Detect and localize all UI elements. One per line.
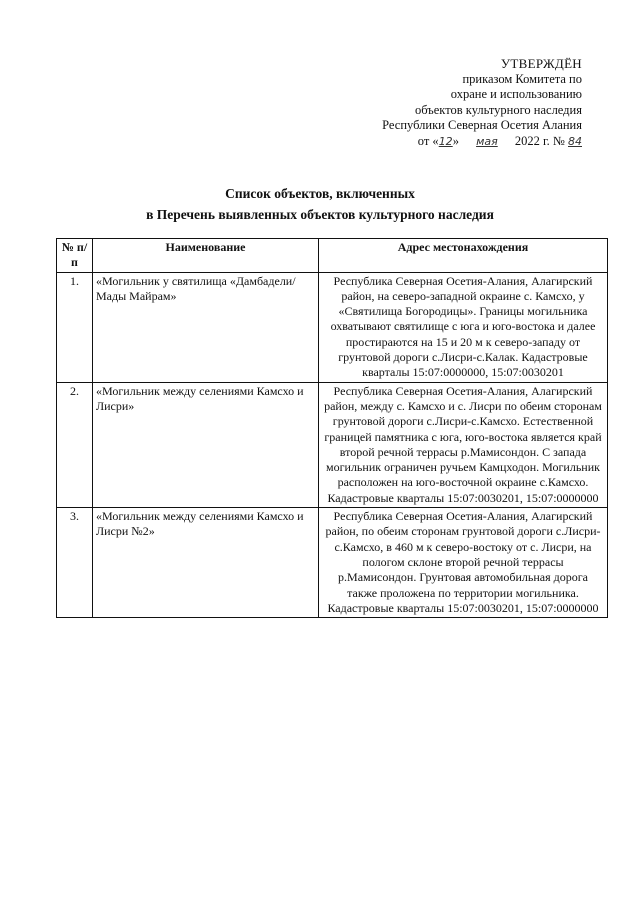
row-name: «Могильник между селениями Камсхо и Лисри №2» (93, 508, 319, 618)
row-num: 1. (57, 272, 93, 382)
row-name: «Могильник у святилища «Дамбадели/Мады Майрам» (93, 272, 319, 382)
row-name: «Могильник между селениями Камсхо и Лисри» (93, 382, 319, 507)
approval-line-2: охране и использованию (450, 87, 582, 101)
approval-heading: УТВЕРЖДЁН (500, 56, 582, 71)
title-line-1: Список объектов, включенных (225, 186, 415, 201)
row-num: 2. (57, 382, 93, 507)
title-line-2: в Перечень выявленных объектов культурного наследия (146, 207, 494, 222)
objects-table (56, 238, 608, 618)
date-month: мая (476, 134, 498, 148)
table-row (57, 272, 608, 382)
header-address: Адрес местонахождения (319, 239, 608, 273)
table-row (57, 508, 608, 618)
date-number: 84 (568, 134, 582, 148)
header-name: Наименование (93, 239, 319, 273)
table-header-row (57, 239, 608, 273)
approval-block (360, 56, 582, 149)
header-num: № п/п (57, 239, 93, 273)
date-year: 2022 г. № (514, 133, 565, 148)
table-row (57, 382, 608, 507)
row-address: Республика Северная Осетия-Алания, Алагирский район, на северо-западной окраине с. Камсхо, у «Святилища Богородицы». Границы могильника охватывают святилище с юга и юго-востока и далее простираются на 15 и 20 м к северо-западу от грунтовой дороги с.Лисри-с.Калак. Кадастровые кварталы 15:07:0000000, 15:07:0030201 (319, 272, 608, 382)
approval-line-1: приказом Комитета по (462, 71, 582, 86)
row-address: Республика Северная Осетия-Алания, Алагирский район, между с. Камсхо и с. Лисри по обеим сторонам грунтовой дороги с.Лисри-с.Камсхо. Естественной границей памятника с юга, юго-востока является край второй речной террасы р.Мамисондон. С запада могильник ограничен ручьем Камцходон. Могильник расположен на юго-восточной окраине с.Камсхо. Кадастровые кварталы 15:07:0030201, 15:07:0000000 (319, 382, 608, 507)
document-title (0, 183, 640, 225)
row-address: Республика Северная Осетия-Алания, Алагирский район, по обеим сторонам грунтовой дороги с.Лисри-с.Камсхо, в 460 м к северо-востоку от с. Лисри, на пологом склоне второй речной террасы р.Мамисондон. Грунтовая автомобильная дорога также проложена по территории могильника. Кадастровые кварталы 15:07:0030201, 15:07:0000000 (319, 508, 608, 618)
approval-date-line (360, 134, 582, 150)
approval-line-4: Республики Северная Осетия Алания (382, 118, 582, 132)
row-num: 3. (57, 508, 93, 618)
date-prefix: от « (417, 133, 439, 148)
date-mid: » (452, 133, 459, 148)
date-day: 12 (438, 134, 453, 148)
approval-line-3: объектов культурного наследия (415, 102, 582, 117)
